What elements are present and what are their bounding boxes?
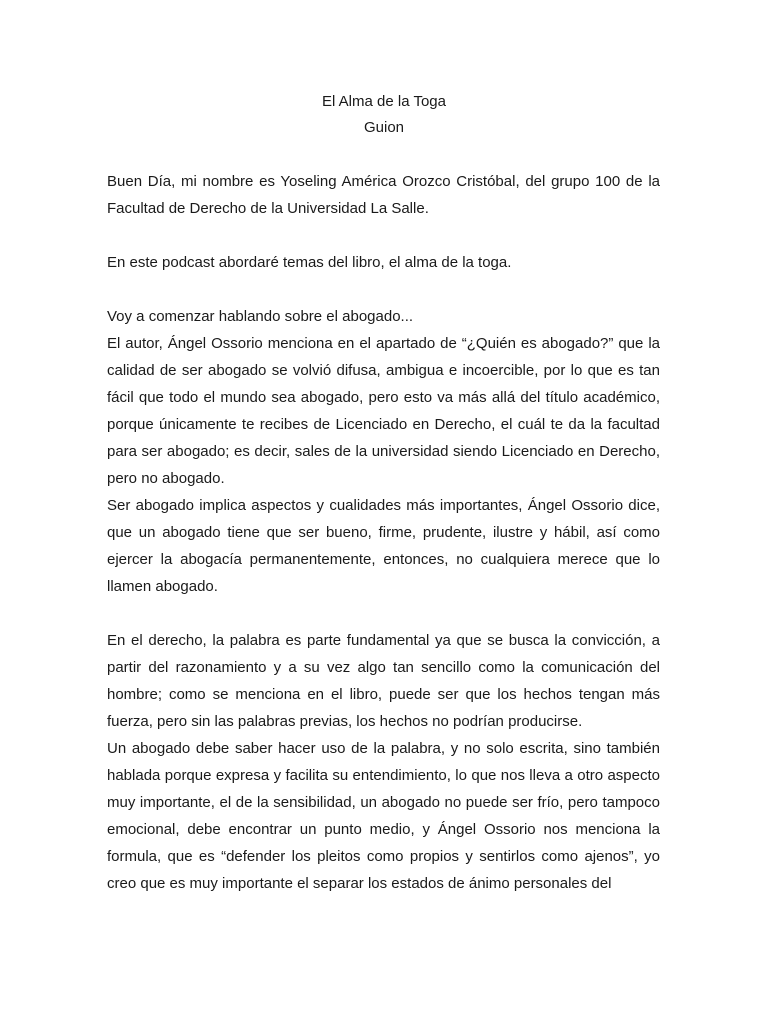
paragraph-start: Voy a comenzar hablando sobre el abogado... (107, 308, 414, 325)
paragraph-intro: Buen Día, mi nombre es Yoseling América Orozco Cristóbal, del grupo 100 de la Facultad de Derecho de la Universidad La Salle. (107, 173, 660, 217)
paragraph-word: En el derecho, la palabra es parte fundamental ya que se busca la convicción, a partir del razonamiento y a su vez algo tan sencillo como la comunicación del hombre; como se menciona en el libro, puede ser que los hechos tengan más fuerza, pero sin las palabras previas, los hechos no podrían producirse. (107, 632, 660, 730)
paragraph-author: El autor, Ángel Ossorio menciona en el apartado de “¿Quién es abogado?” que la calidad de ser abogado se volvió difusa, ambigua e incoercible, por lo que es tan fácil que todo el mundo sea abogado, pero esto va más allá del título académico, porque únicamente te recibes de Licenciado en Derecho, el cuál te da la facultad para ser abogado; es decir, sales de la universidad siendo Licenciado en Derecho, pero no abogado. (107, 335, 660, 487)
document-header (0, 89, 768, 141)
paragraph-qualities: Ser abogado implica aspectos y cualidades más importantes, Ángel Ossorio dice, que un abogado tiene que ser bueno, firme, prudente, ilustre y hábil, así como ejercer la abogacía permanentemente, entonces, no cualquiera merece que lo llamen abogado. (107, 497, 660, 595)
paragraph-topic: En este podcast abordaré temas del libro, el alma de la toga. (107, 254, 512, 271)
document-subtitle: Guion (363, 119, 405, 136)
paragraph-sensibility: Un abogado debe saber hacer uso de la palabra, y no solo escrita, sino también hablada porque expresa y facilita su entendimiento, lo que nos lleva a otro aspecto muy importante, el de la sensibilidad, un abogado no puede ser frío, pero tampoco emocional, debe encontrar un punto medio, y Ángel Ossorio nos menciona la formula, que es “defender los pleitos como propios y sentirlos como ajenos”, yo creo que es muy importante el separar los estados de ánimo personales del (107, 740, 660, 892)
document-title: El Alma de la Toga (322, 93, 446, 110)
document-body (107, 168, 660, 897)
